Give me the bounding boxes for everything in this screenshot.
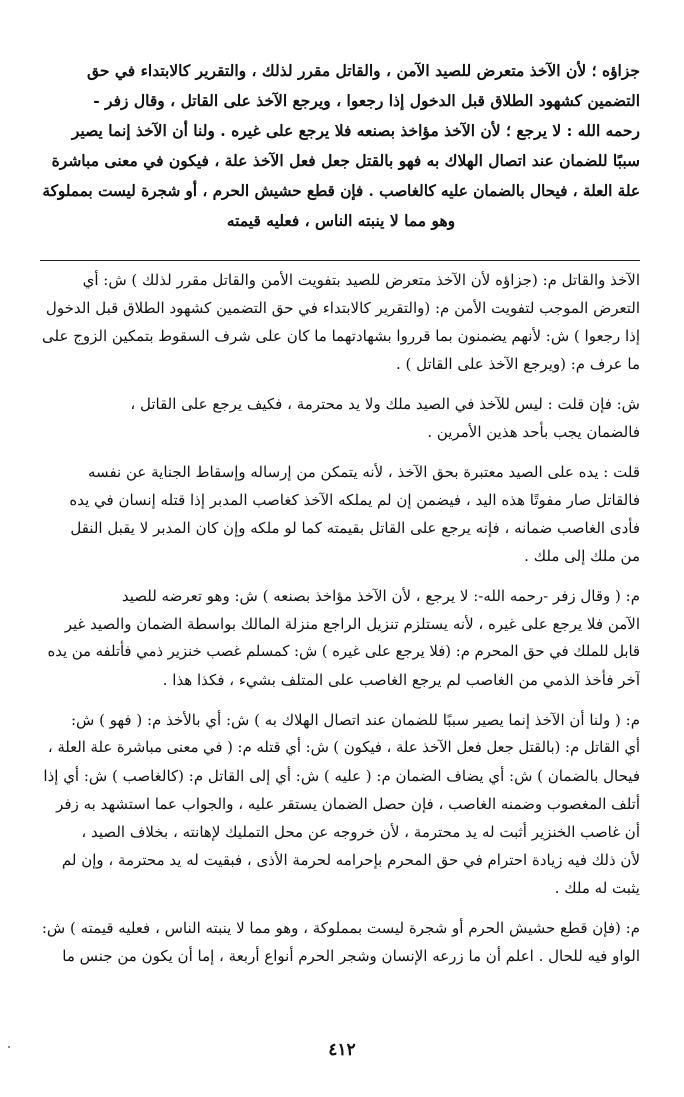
commentary-line: آخر فأخذ الذمي من الغاصب لم يرجع الغاصب على المتلف بشيء ، فكذا هذا . (162, 671, 640, 689)
commentary-line: م: (فإن قطع حشيش الحرم أو شجرة ليست بمملوكة ، وهو مما لا ينبته الناس ، فعليه قيمته ) ش: (42, 919, 640, 937)
matn-line: رحمه الله : لا يرجع ؛ لأن الآخذ مؤاخذ بصنعه فلا يرجع على غيره . ولنا أن الآخذ إنما يصير (71, 121, 640, 140)
separator-rule (40, 260, 640, 261)
commentary-line: أن غاصب الخنزير أثبت له يد محترمة ، لأن خروجه عن محل التمليك لإهانته ، بخلاف الصيد ، (81, 823, 640, 841)
commentary-line: ما عرف م: (ويرجع الآخذ على القاتل ) . (395, 355, 640, 373)
commentary-line: قابل للملك في حق المحرم م: (فلا يرجع على غيره ) ش: كمسلم غصب خنزير ذمي فأتلفه من يده (47, 643, 640, 660)
commentary-line: فالضمان يجب بأحد هذين الأمرين . (427, 423, 640, 441)
commentary-paragraph (42, 582, 640, 694)
commentary-line: إذا رجعوا ) ش: لأنهم يضمنون بما قرروا بشهادتهما ما كان على شرف السقوط بتمكين الزوج على (42, 327, 640, 345)
commentary-paragraph (42, 266, 640, 378)
matn-line: علة العلة ، فيحال بالضمان عليه كالغاصب . فإن قطع حشيش الحرم ، أو شجرة ليست بمملوكة (42, 182, 640, 200)
commentary-line: فالقاتل صار مفوتًا هذه اليد ، فيضمن إن لم يملكه الآخذ كغاصب المدبر إذا قتله إنسان في يده (69, 491, 640, 509)
matn-line: سببًا للضمان عند اتصال الهلاك به فهو بالقتل جعل فعل الآخذ علة ، فيكون في معنى مباشرة (51, 151, 640, 170)
commentary-text (42, 266, 640, 970)
commentary-paragraph (42, 706, 640, 902)
commentary-line: التعرض الموجب لتفويت الأمن م: (والتقرير كالابتداء في حق التضمين كشهود الطلاق قبل الدخول (45, 299, 640, 317)
commentary-paragraph (42, 914, 640, 970)
commentary-line: لأن ذلك فيه زيادة احترام في حق المحرم بإحرامه لحرمة الأذى ، فبقيت له يد محترمة ، وإن لم (61, 851, 640, 869)
matn-line: وهو مما لا ينبته الناس ، فعليه قيمته (226, 211, 456, 230)
commentary-line: فأدى الغاصب ضمانه ، فإنه يرجع على القاتل بقيمته كما لو ملكه وإن كان المدبر لا يقبل النقل (70, 519, 640, 537)
commentary-line: الآخذ والقاتل م: (جزاؤه لأن الآخذ متعرض للصيد بتفويت الأمن والقاتل مقرر لذلك ) ش: أي (82, 271, 640, 289)
commentary-line: م: ( ولنا أن الآخذ إنما يصير سببًا للضمان عند اتصال الهلاك به ) ش: أي بالأخذ م: ( فهو ) ش: (70, 711, 640, 729)
margin-dot (8, 1046, 10, 1048)
commentary-line: الآمن فلا يرجع على غيره ، لأنه يستلزم تنزيل الراجع منزلة المالك بواسطة الضمان والصيد غير (64, 615, 640, 633)
commentary-line: فيحال بالضمان ) ش: أي يضاف الضمان م: ( عليه ) ش: أي إلى القاتل م: (كالغاصب ) ش: أي إذا (43, 767, 640, 785)
commentary-line: أتلف المغصوب وضمنه الغاصب ، فإن حصل الضمان يستقر عليه ، والجواب عما استشهد به زفر (56, 795, 640, 813)
commentary-line: الواو فيه للحال . اعلم أن ما زرعه الإنسان وشجر الحرم أنواع أربعة ، إما أن يكون من جنس ما (62, 947, 640, 965)
commentary-line: من ملك إلى ملك . (524, 547, 640, 565)
matn-line: جزاؤه ؛ لأن الآخذ متعرض للصيد الآمن ، والقاتل مقرر لذلك ، والتقرير كالابتداء في حق (86, 61, 640, 80)
matn-line: التضمين كشهود الطلاق قبل الدخول إذا رجعوا ، ويرجع الآخذ على القاتل ، وقال زفر - (93, 91, 640, 110)
commentary-paragraph (42, 458, 640, 570)
commentary-line: ش: فإن قلت : ليس للآخذ في الصيد ملك ولا يد محترمة ، فكيف يرجع على القاتل ، (130, 395, 640, 413)
commentary-line: أي القاتل م: (بالقتل جعل فعل الآخذ علة ، فيكون ) ش: أي قتله م: ( في معنى مباشرة علة العلة ، (47, 739, 640, 756)
page-number: ٤١٢ (328, 1040, 356, 1060)
commentary-paragraph (42, 390, 640, 446)
commentary-line: م: ( وقال زفر -رحمه الله-: لا يرجع ، لأن الآخذ مؤاخذ بصنعه ) ش: وهو تعرضه للصيد (121, 587, 640, 605)
commentary-line: يثبت له ملك . (554, 879, 640, 897)
matn-text (42, 56, 640, 236)
commentary-line: قلت : يده على الصيد معتبرة بحق الآخذ ، لأنه يتمكن من إرساله وإسقاط الجناية عن نفسه (88, 463, 640, 481)
